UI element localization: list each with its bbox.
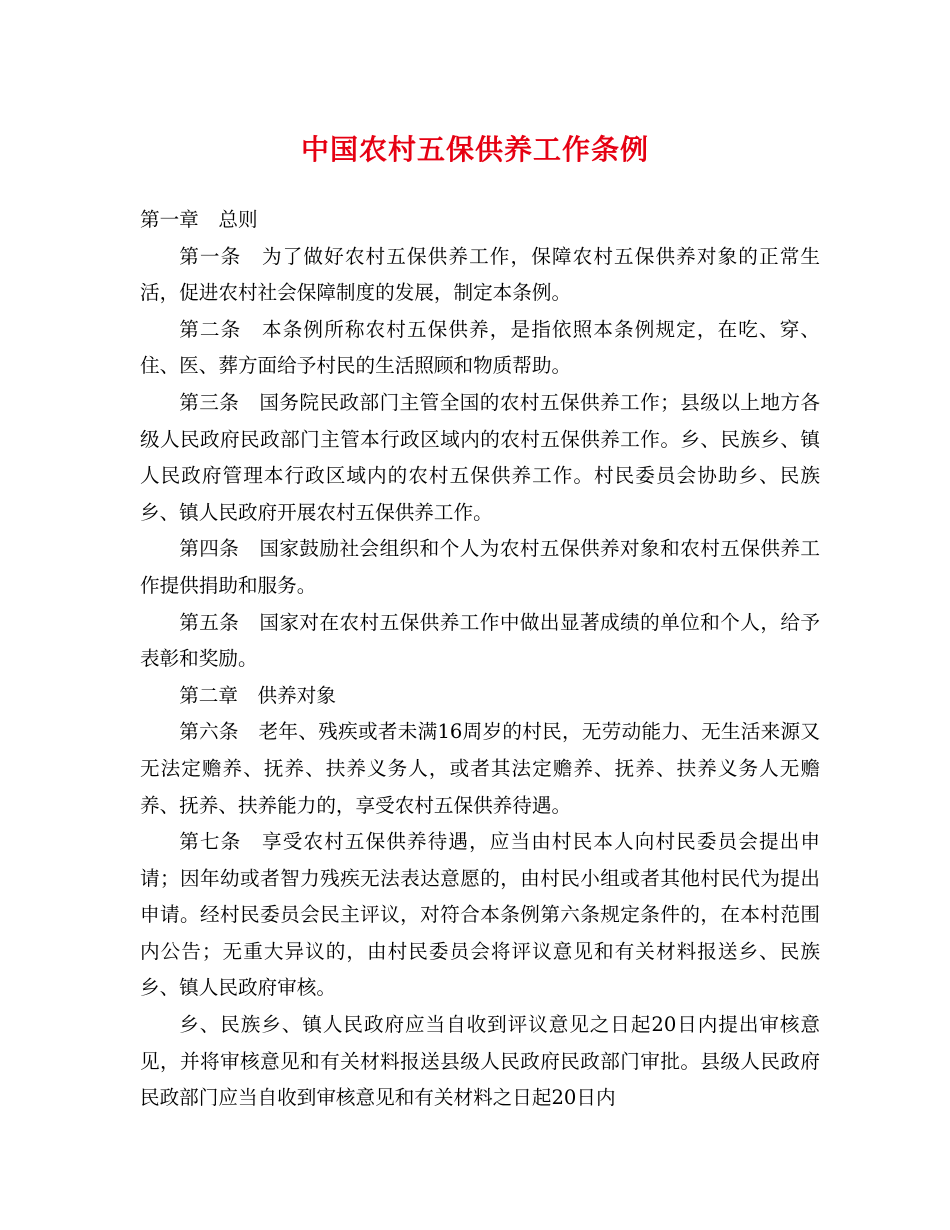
document-body <box>140 202 820 1117</box>
article-5: 第五条 国家对在农村五保供养工作中做出显著成绩的单位和个人，给予表彰和奖励。 <box>140 610 820 671</box>
article-7-continued: 乡、民族乡、镇人民政府应当自收到评议意见之日起20日内提出审核意见，并将审核意见和有关材料报送县级人民政府民政部门审批。县级人民政府民政部门应当自收到审核意见和有关材料之日起20日内 <box>140 1013 820 1110</box>
article-6: 第六条 老年、残疾或者未满16周岁的村民，无劳动能力、无生活来源又无法定赡养、抚养、扶养义务人，或者其法定赡养、抚养、扶养义务人无赡养、抚养、扶养能力的，享受农村五保供养待遇。 <box>140 720 820 817</box>
article-3: 第三条 国务院民政部门主管全国的农村五保供养工作；县级以上地方各级人民政府民政部门主管本行政区域内的农村五保供养工作。乡、民族乡、镇人民政府管理本行政区域内的农村五保供养工作。村民委员会协助乡、民族乡、镇人民政府开展农村五保供养工作。 <box>140 390 820 524</box>
article-1: 第一条 为了做好农村五保供养工作，保障农村五保供养对象的正常生活，促进农村社会保障制度的发展，制定本条例。 <box>140 244 820 305</box>
article-2: 第二条 本条例所称农村五保供养，是指依照本条例规定，在吃、穿、住、医、葬方面给予村民的生活照顾和物质帮助。 <box>140 317 820 378</box>
document-title: 中国农村五保供养工作条例 <box>300 133 649 166</box>
article-4: 第四条 国家鼓励社会组织和个人为农村五保供养对象和农村五保供养工作提供捐助和服务。 <box>140 537 820 597</box>
article-7: 第七条 享受农村五保供养待遇，应当由村民本人向村民委员会提出申请；因年幼或者智力残疾无法表达意愿的，由村民小组或者其他村民代为提出申请。经村民委员会民主评议，对符合本条例第六条规定条件的，在本村范围内公告；无重大异议的，由村民委员会将评议意见和有关材料报送乡、民族乡、镇人民政府审核。 <box>140 830 820 1000</box>
chapter-heading-1: 第一章 总则 <box>140 208 258 231</box>
chapter-heading-2: 第二章 供养对象 <box>179 683 336 707</box>
